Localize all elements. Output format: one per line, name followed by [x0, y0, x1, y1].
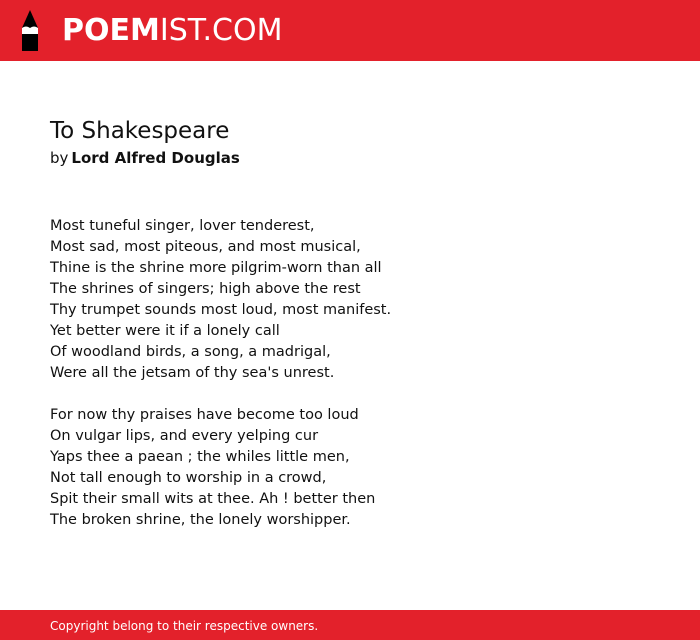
poem-line: For now thy praises have become too loud — [50, 407, 359, 423]
poem-line: Most sad, most piteous, and most musical, — [50, 239, 361, 255]
pen-nib-logo-icon[interactable] — [18, 10, 42, 51]
poem-author[interactable]: Lord Alfred Douglas — [71, 149, 240, 167]
poem-line: Thy trumpet sounds most loud, most manifest. — [50, 302, 392, 318]
poem-line: The broken shrine, the lonely worshipper. — [50, 512, 351, 528]
poem-title: To Shakespeare — [50, 118, 230, 144]
stanza-1 — [50, 216, 650, 384]
poem-line: Thine is the shrine more pilgrim-worn than all — [50, 260, 382, 276]
copyright-text: Copyright belong to their respective owners. — [50, 619, 319, 633]
site-logo[interactable] — [62, 13, 282, 49]
poem-line: The shrines of singers; high above the rest — [50, 281, 361, 297]
poem-line: On vulgar lips, and every yelping cur — [50, 428, 319, 444]
logo-light-text: IST.COM — [159, 13, 283, 48]
poem-line: Were all the jetsam of thy sea's unrest. — [50, 365, 335, 381]
poem-line: Yaps thee a paean ; the whiles little men, — [50, 449, 350, 465]
poem-line: Yet better were it if a lonely call — [50, 323, 280, 339]
poem-line: Most tuneful singer, lover tenderest, — [50, 218, 315, 234]
poem-line: Of woodland birds, a song, a madrigal, — [50, 344, 331, 360]
poem-byline — [50, 147, 650, 169]
logo-bold-text: POEM — [62, 13, 160, 48]
poem-content — [50, 116, 650, 552]
poem-line: Spit their small wits at thee. Ah ! better then — [50, 491, 376, 507]
stanza-2 — [50, 405, 650, 531]
poem-line: Not tall enough to worship in a crowd, — [50, 470, 327, 486]
site-header — [0, 0, 700, 61]
site-footer — [0, 610, 700, 640]
poem-body — [50, 216, 650, 531]
byline-label: by — [50, 149, 69, 167]
